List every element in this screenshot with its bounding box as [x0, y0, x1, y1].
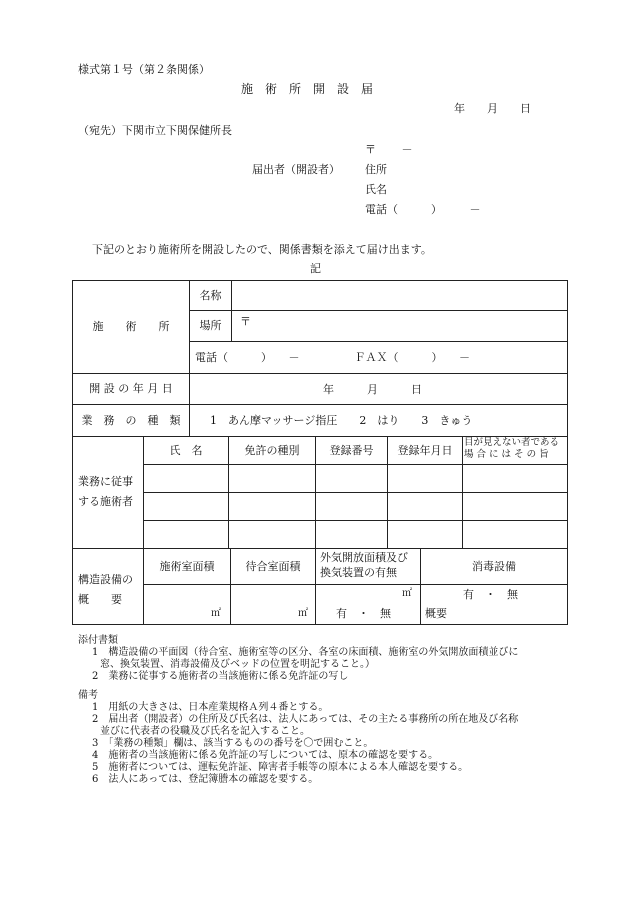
- form-number: 様式第１号（第２条関係）: [78, 63, 210, 76]
- practitioner-label-2: する施術者: [78, 495, 133, 508]
- facility-phone-fax: 電話（ ） － ＦＡＸ（ ） －: [195, 351, 470, 364]
- remark-item: 3 「業務の種類」欄は、該当するものの番号を〇で囲むこと。: [92, 738, 374, 749]
- waiting-room-header: 待合室面積: [245, 559, 301, 573]
- attachments-heading: 添付書類: [78, 635, 118, 646]
- disinfection-overview-label: 概要: [425, 607, 447, 620]
- ventilation-header-2: 換気装置の有無: [320, 566, 397, 579]
- page-title: 施 術 所 開 設 届: [241, 82, 374, 96]
- header-registration-number: 登録番号: [329, 443, 374, 457]
- addressee: （宛先）下関市立下関保健所長: [78, 124, 232, 137]
- facility-name-input[interactable]: [232, 281, 567, 310]
- applicant-label: 届出者（開設者）: [252, 163, 340, 176]
- open-date-label: 開 設 の 年 月 日: [89, 382, 173, 396]
- attachment-item: 2 業務に従事する施術者の当該施術に係る免許証の写し: [92, 671, 349, 682]
- facility-place-label: 場所: [199, 319, 222, 333]
- remark-item: 6 法人にあっては、登記簿謄本の確認を要する。: [92, 774, 319, 785]
- ventilation-yes-no: 有 ・ 無: [336, 607, 391, 620]
- attachment-item: 1 構造設備の平面図（待合室、施術室等の区分、各室の床面積、施術室の外気開放面積並びに: [92, 647, 519, 658]
- structure-label-2: 概 要: [78, 593, 122, 606]
- header-blind-2: 場 合 に は そ の 旨: [464, 449, 549, 460]
- intro-text: 下記のとおり施術所を開設したので、関係書類を添えて届け出ます。: [92, 243, 432, 256]
- waiting-room-unit: ㎡: [298, 608, 308, 619]
- header-registration-date: 登録年月日: [397, 443, 453, 457]
- facility-place-input[interactable]: [252, 311, 567, 341]
- phone-line: 電話（ ） －: [365, 203, 481, 216]
- business-type-options: 1 あん摩マッサージ指圧 2 はり 3 きゅう: [210, 414, 473, 427]
- ventilation-unit: ㎡: [402, 588, 412, 599]
- treatment-room-unit: ㎡: [211, 608, 221, 619]
- facility-postal-mark: 〒: [240, 315, 251, 328]
- remarks-heading: 備考: [78, 690, 98, 701]
- treatment-room-header: 施術室面積: [159, 559, 215, 573]
- ventilation-header-1: 外気開放面積及び: [320, 551, 408, 564]
- header-blind-1: 目が見えない者である: [464, 437, 560, 448]
- address-label: 住所: [365, 163, 387, 176]
- name-label: 氏名: [365, 183, 387, 196]
- attachment-item: 窓、換気装置、消毒設備及びベッドの位置を明記すること。）: [100, 659, 375, 670]
- remark-item: 並びに代表者の役職及び氏名を記入すること。: [100, 726, 310, 737]
- remark-item: 4 施術者の当該施術に係る免許証の写しについては、原本の確認を要する。: [92, 750, 439, 761]
- header-name: 氏 名: [169, 443, 203, 457]
- date-line: 年 月 日: [454, 102, 531, 115]
- facility-name-label: 名称: [199, 288, 222, 302]
- header-license-type: 免許の種別: [244, 443, 300, 457]
- postal-code-field: 〒 －: [365, 143, 413, 156]
- disinfection-header: 消毒設備: [472, 559, 516, 573]
- remark-item: 5 施術者については、運転免許証、障害者手帳等の原本による本人確認を要する。: [92, 762, 469, 773]
- remark-item: 2 届出者（開設者）の住所及び氏名は、法人にあっては、その主たる事務所の所在地及び名称: [92, 714, 519, 725]
- open-date-value: 年 月 日: [323, 383, 422, 396]
- ki-label: 記: [310, 262, 321, 275]
- remark-item: 1 用紙の大きさは、日本産業規格Ａ列４番とする。: [92, 702, 329, 713]
- disinfection-yes-no: 有 ・ 無: [463, 588, 518, 601]
- facility-label: 施 術 所: [92, 320, 170, 334]
- structure-label-1: 構造設備の: [78, 573, 133, 586]
- practitioner-label-1: 業務に従事: [78, 475, 133, 488]
- business-type-label: 業 務 の 種 類: [81, 413, 181, 427]
